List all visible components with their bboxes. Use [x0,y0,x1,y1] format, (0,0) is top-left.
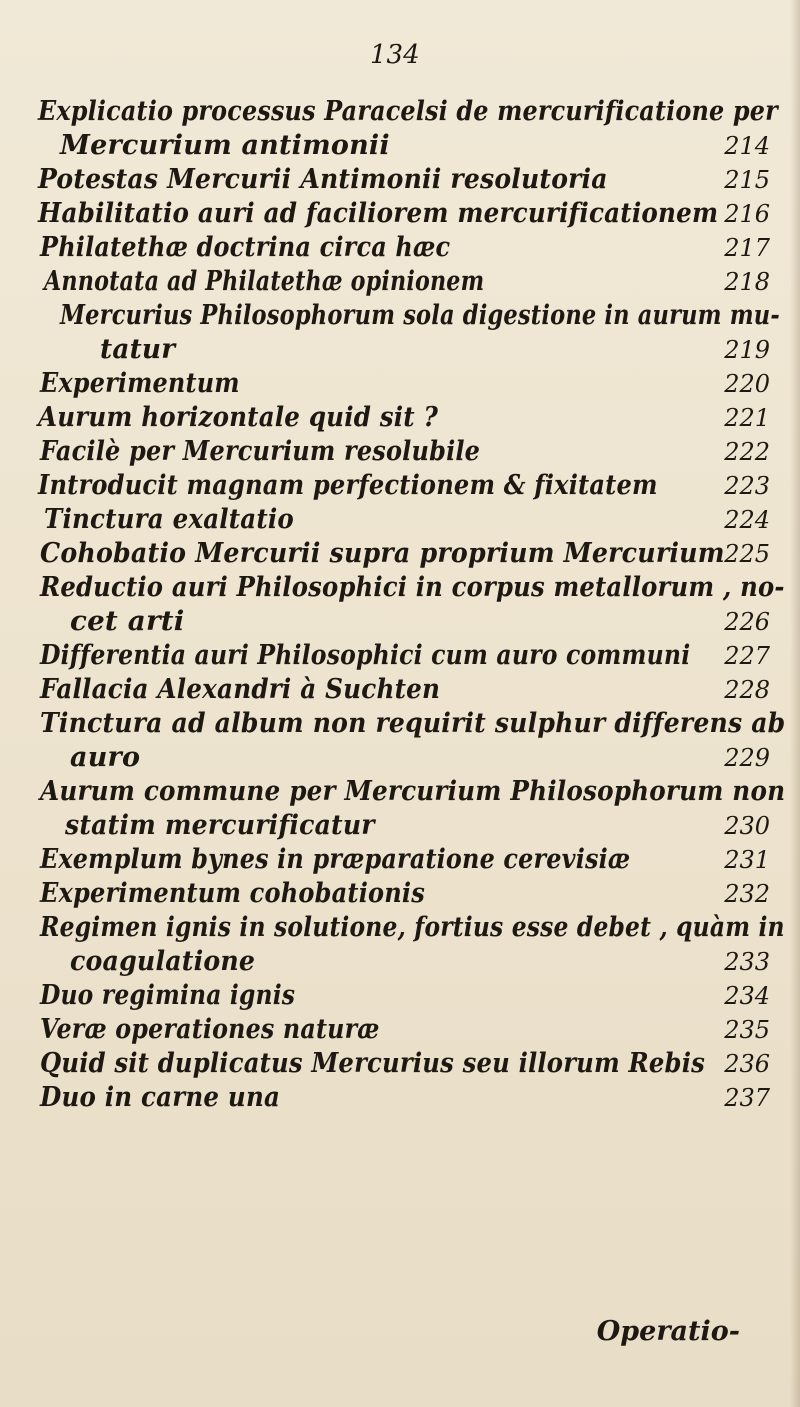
page-number: 134 [370,40,420,70]
entry-title: Experimentum cohobationis [40,878,425,909]
index-entry [0,537,800,571]
index-entry [0,1047,800,1081]
entry-page-number: 221 [724,404,770,432]
entry-title: Quid sit duplicatus Mercurius seu illorum Rebis [40,1048,705,1079]
index-entry [0,673,800,707]
index-entry [0,95,800,129]
entry-page-number: 233 [724,948,770,976]
entry-title: Fallacia Alexandri à Suchten [40,674,441,705]
index-list [0,95,800,1115]
entry-title: tatur [100,334,176,365]
index-entry [0,129,800,163]
index-entry [0,469,800,503]
entry-page-number: 222 [724,438,770,466]
entry-page-number: 235 [724,1016,770,1044]
entry-page-number: 225 [724,540,770,568]
index-entry [0,401,800,435]
entry-page-number: 219 [724,336,770,364]
catchword: Operatio- [596,1316,740,1347]
entry-page-number: 228 [724,676,770,704]
entry-title: Habilitatio auri ad faciliorem mercurificationem [38,198,719,229]
entry-title: Tinctura ad album non requirit sulphur differens ab [40,708,786,739]
index-entry [0,265,800,299]
entry-page-number: 215 [724,166,770,194]
index-entry [0,367,800,401]
index-entry [0,333,800,367]
index-entry [0,809,800,843]
entry-title: Exemplum bynes in præparatione cerevisiæ [40,844,631,875]
index-entry [0,571,800,605]
entry-page-number: 216 [724,200,770,228]
entry-title: Introducit magnam perfectionem & fixitatem [38,470,658,501]
index-entry [0,741,800,775]
index-entry [0,163,800,197]
entry-page-number: 237 [724,1084,770,1112]
entry-page-number: 217 [724,234,770,262]
entry-title: statim mercurificatur [65,810,375,841]
index-entry [0,911,800,945]
index-entry [0,707,800,741]
index-entry [0,197,800,231]
entry-page-number: 232 [724,880,770,908]
index-entry [0,843,800,877]
index-entry [0,945,800,979]
entry-page-number: 234 [724,982,770,1010]
entry-title: Annotata ad Philatethæ opinionem [44,266,485,297]
entry-title: Cohobatio Mercurii supra proprium Mercurium [40,538,725,569]
entry-page-number: 220 [724,370,770,398]
index-entry [0,299,800,333]
entry-title: Mercurium antimonii [60,130,390,161]
entry-page-number: 227 [724,642,770,670]
entry-page-number: 229 [724,744,770,772]
index-entry [0,877,800,911]
entry-page-number: 231 [724,846,770,874]
entry-title: Facilè per Mercurium resolubile [40,436,481,467]
index-entry [0,775,800,809]
entry-page-number: 226 [724,608,770,636]
entry-page-number: 236 [724,1050,770,1078]
entry-title: Aurum commune per Mercurium Philosophorum non [40,776,786,807]
entry-title: Mercurius Philosophorum sola digestione in aurum mu- [60,300,780,331]
index-entry [0,231,800,265]
index-entry [0,639,800,673]
entry-page-number: 224 [724,506,770,534]
entry-title: Veræ operationes naturæ [40,1014,380,1045]
entry-title: cet arti [70,606,185,637]
index-entry [0,503,800,537]
entry-title: Potestas Mercurii Antimonii resolutoria [38,164,608,195]
entry-title: Regimen ignis in solutione, fortius esse debet , quàm in [40,912,785,943]
index-entry [0,435,800,469]
entry-page-number: 214 [724,132,770,160]
index-entry [0,605,800,639]
entry-title: Duo in carne una [40,1082,281,1113]
entry-title: Duo regimina ignis [40,980,296,1011]
entry-title: Explicatio processus Paracelsi de mercurificatione per [38,96,778,127]
index-entry [0,979,800,1013]
entry-title: Differentia auri Philosophici cum auro communi [40,640,691,671]
entry-page-number: 223 [724,472,770,500]
entry-title: Tinctura exaltatio [44,504,294,535]
entry-title: auro [70,742,141,773]
index-entry [0,1081,800,1115]
entry-title: Experimentum [40,368,240,399]
entry-page-number: 218 [724,268,770,296]
entry-title: Philatethæ doctrina circa hæc [40,232,451,263]
index-entry [0,1013,800,1047]
entry-title: Reductio auri Philosophici in corpus metallorum , no- [40,572,785,603]
entry-title: coagulatione [70,946,256,977]
entry-page-number: 230 [724,812,770,840]
entry-title: Aurum horizontale quid sit ? [38,402,439,433]
